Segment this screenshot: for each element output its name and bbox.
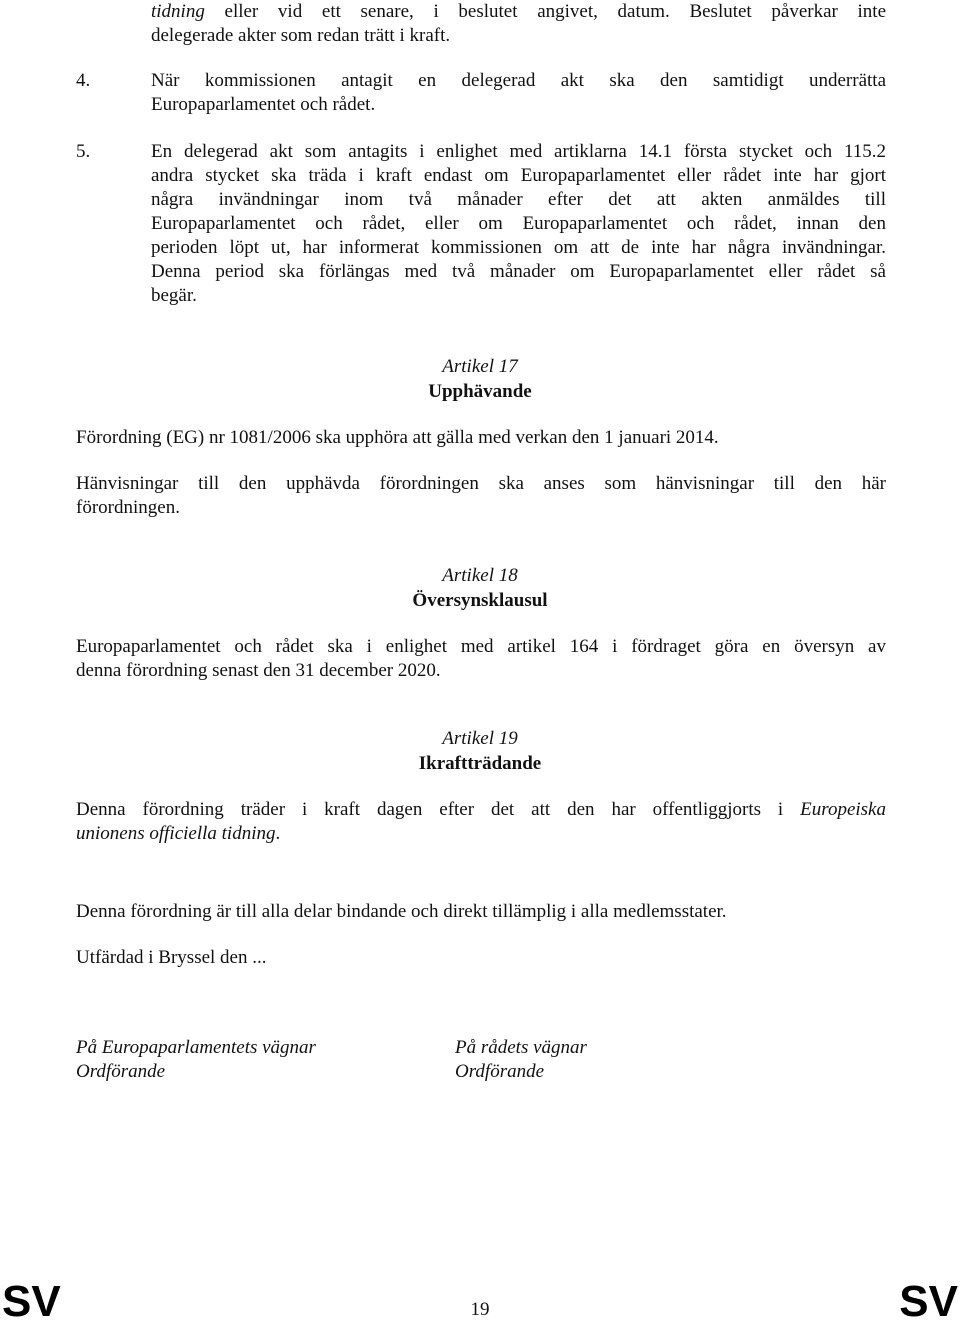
item-5-text bbox=[151, 140, 886, 308]
item-5-line: några invändningar inom två månader efter det att akten anmäldes till bbox=[151, 189, 886, 210]
article-19-paragraph bbox=[76, 798, 886, 846]
article-17-paragraph-2 bbox=[76, 472, 886, 520]
item-4-text bbox=[151, 69, 886, 117]
article-19-paragraph-end: . bbox=[275, 823, 281, 844]
item-5-line: andra stycket ska träda i kraft endast om Europaparlamentet eller rådet inte har gjort bbox=[151, 165, 886, 186]
journal-name-part2: unionens officiella tidning bbox=[76, 823, 276, 844]
item-4-line1: När kommissionen antagit en delegerad akt ska den samtidigt underrätta bbox=[151, 70, 886, 91]
done-at-line: Utfärdad i Bryssel den ... bbox=[76, 947, 267, 968]
language-code-left: SV bbox=[2, 1277, 61, 1326]
item-5-line: perioden löpt ut, har informerat kommissionen om att de inte har några invändningar. bbox=[151, 237, 886, 258]
item-5-line: Europaparlamentet och rådet, eller om Europaparlamentet och rådet, innan den bbox=[151, 213, 886, 234]
item-5-line: begär. bbox=[151, 285, 197, 306]
article-17-paragraph-2-line2: förordningen. bbox=[76, 497, 180, 518]
article-19-title: Ikraftträdande bbox=[418, 753, 542, 774]
article-18-paragraph-line1: Europaparlamentet och rådet ska i enlighet med artikel 164 i fördraget göra en översyn av bbox=[76, 636, 886, 657]
article-17-title: Upphävande bbox=[428, 381, 532, 402]
article-17-paragraph-2-line1: Hänvisningar till den upphävda förordningen ska anses som hänvisningar till den här bbox=[76, 473, 886, 494]
item-4-line2: Europaparlamentet och rådet. bbox=[151, 94, 376, 115]
paragraph-continuation bbox=[151, 0, 886, 48]
paragraph-continuation-line2: delegerade akter som redan trätt i kraft. bbox=[151, 25, 451, 46]
binding-statement: Denna förordning är till alla delar bindande och direkt tillämplig i alla medlemsstater. bbox=[76, 901, 727, 922]
item-5-line: En delegerad akt som antagits i enlighet med artiklarna 14.1 första stycket och 115.2 bbox=[151, 141, 886, 162]
article-18-paragraph-line2: denna förordning senast den 31 december 2020. bbox=[76, 660, 441, 681]
item-5-line: Denna period ska förlängas med två månader om Europaparlamentet eller rådet så bbox=[151, 261, 886, 282]
page-number: 19 bbox=[470, 1299, 490, 1320]
item-number-5: 5. bbox=[76, 141, 91, 162]
language-code-right: SV bbox=[899, 1277, 958, 1326]
article-18-title: Översynsklausul bbox=[412, 590, 548, 611]
signature-council-line1: På rådets vägnar bbox=[455, 1037, 587, 1058]
signature-parliament-line2: Ordförande bbox=[76, 1061, 166, 1082]
signature-council-line2: Ordförande bbox=[455, 1061, 545, 1082]
journal-name-part1: Europeiska bbox=[800, 799, 886, 820]
signature-block-parliament bbox=[76, 1036, 316, 1084]
signature-parliament-line1: På Europaparlamentets vägnar bbox=[76, 1037, 316, 1058]
article-17-number: Artikel 17 bbox=[442, 356, 518, 377]
article-18-paragraph bbox=[76, 635, 886, 683]
paragraph-continuation-line1: eller vid ett senare, i beslutet angivet, datum. Beslutet påverkar inte bbox=[204, 1, 886, 22]
article-17-paragraph-1: Förordning (EG) nr 1081/2006 ska upphöra att gälla med verkan den 1 januari 2014. bbox=[76, 427, 719, 448]
signature-block-council bbox=[455, 1036, 587, 1084]
item-number-4: 4. bbox=[76, 70, 91, 91]
article-19-paragraph-line1: Denna förordning träder i kraft dagen efter det att den har offentliggjorts i bbox=[76, 799, 801, 820]
italic-word: tidning bbox=[151, 1, 205, 22]
article-18-number: Artikel 18 bbox=[442, 565, 518, 586]
article-19-number: Artikel 19 bbox=[442, 728, 518, 749]
